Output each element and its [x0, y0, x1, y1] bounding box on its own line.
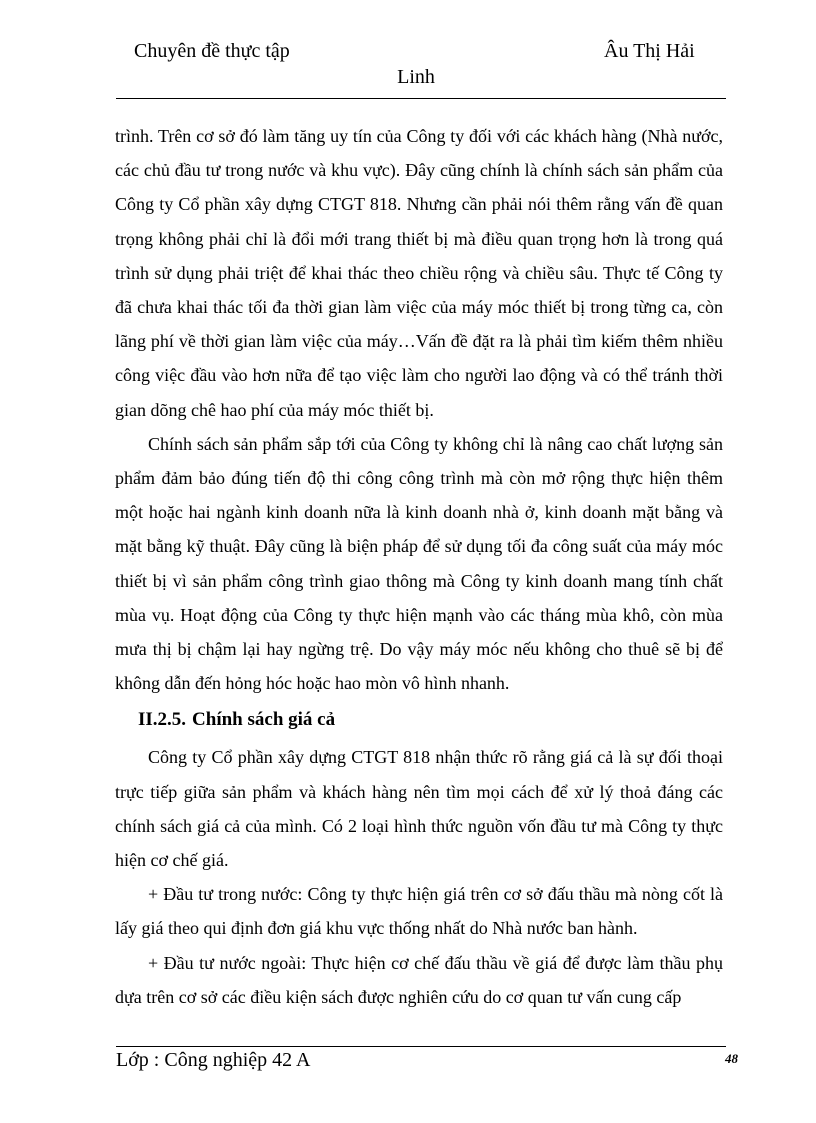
section-heading — [138, 702, 723, 738]
paragraph-2: Chính sách sản phẩm sắp tới của Công ty không chỉ là nâng cao chất lượng sản phẩm đảm bảo đúng tiến độ thi công công trình mà còn mở rộng thực hiện thêm một hoặc hai ngành kinh doanh nữa là kinh doanh nhà ở, kinh doanh mặt bằng và mặt bằng kỹ thuật. Đây cũng là biện pháp để sử dụng tối đa công suất của máy móc thiết bị vì sản phẩm công trình giao thông mà Công ty kinh doanh mang tính chất mùa vụ. Hoạt động của Công ty thực hiện mạnh vào các tháng mùa khô, còn mùa mưa thị bị chậm lại hay ngừng trệ. Do vậy máy móc nếu không cho thuê sẽ bị để không dẫn đến hỏng hóc hoặc hao mòn vô hình nhanh. — [115, 433, 723, 694]
section-title: Chính sách giá cả — [192, 709, 336, 731]
footer-class-label: Lớp : Công nghiệp 42 A — [116, 1049, 311, 1071]
header-author-continued: Linh — [397, 66, 435, 88]
body-content — [115, 119, 723, 1014]
header-title: Chuyên đề thực tập — [134, 40, 290, 62]
paragraph-5: + Đầu tư nước ngoài: Thực hiện cơ chế đấu thầu về giá để được làm thầu phụ dựa trên cơ sở các điều kiện sách được nghiên cứu do cơ quan tư vấn cung cấp — [115, 952, 723, 1007]
paragraph-1: trình. Trên cơ sở đó làm tăng uy tín của Công ty đối với các khách hàng (Nhà nước, các chủ đầu tư trong nước và khu vực). Đây cũng chính là chính sách sản phẩm của Công ty Cổ phần xây dựng CTGT 818. Nhưng cần phải nói thêm rằng vấn đề quan trọng không phải chỉ là đổi mới trang thiết bị mà điều quan trọng hơn là trong quá trình sử dụng phải triệt để khai thác theo chiều rộng và chiều sâu. Thực tế Công ty đã chưa khai thác tối đa thời gian làm việc của máy móc thiết bị trong từng ca, còn lãng phí về thời gian làm việc của máy…Vấn đề đặt ra là phải tìm kiếm thêm nhiều công việc đầu vào hơn nữa để tạo việc làm cho người lao động và có thể tránh thời gian dõng chê hao phí của máy móc thiết bị. — [115, 126, 723, 420]
page-number: 48 — [725, 1051, 738, 1066]
header-author: Âu Thị Hải — [604, 40, 695, 62]
paragraph-4: + Đầu tư trong nước: Công ty thực hiện giá trên cơ sở đấu thầu mà nòng cốt là lấy giá theo qui định đơn giá khu vực thống nhất do Nhà nước ban hành. — [115, 884, 723, 939]
footer-rule — [116, 1046, 726, 1047]
header-rule — [116, 98, 726, 99]
paragraph-3: Công ty Cổ phần xây dựng CTGT 818 nhận thức rõ rằng giá cả là sự đối thoại trực tiếp giữa sản phẩm và khách hàng nên tìm mọi cách để xử lý thoả đáng các chính sách giá cả của mình. Có 2 loại hình thức nguồn vốn đầu tư mà Công ty thực hiện cơ chế giá. — [115, 747, 723, 871]
section-number: II.2.5. — [138, 709, 187, 731]
